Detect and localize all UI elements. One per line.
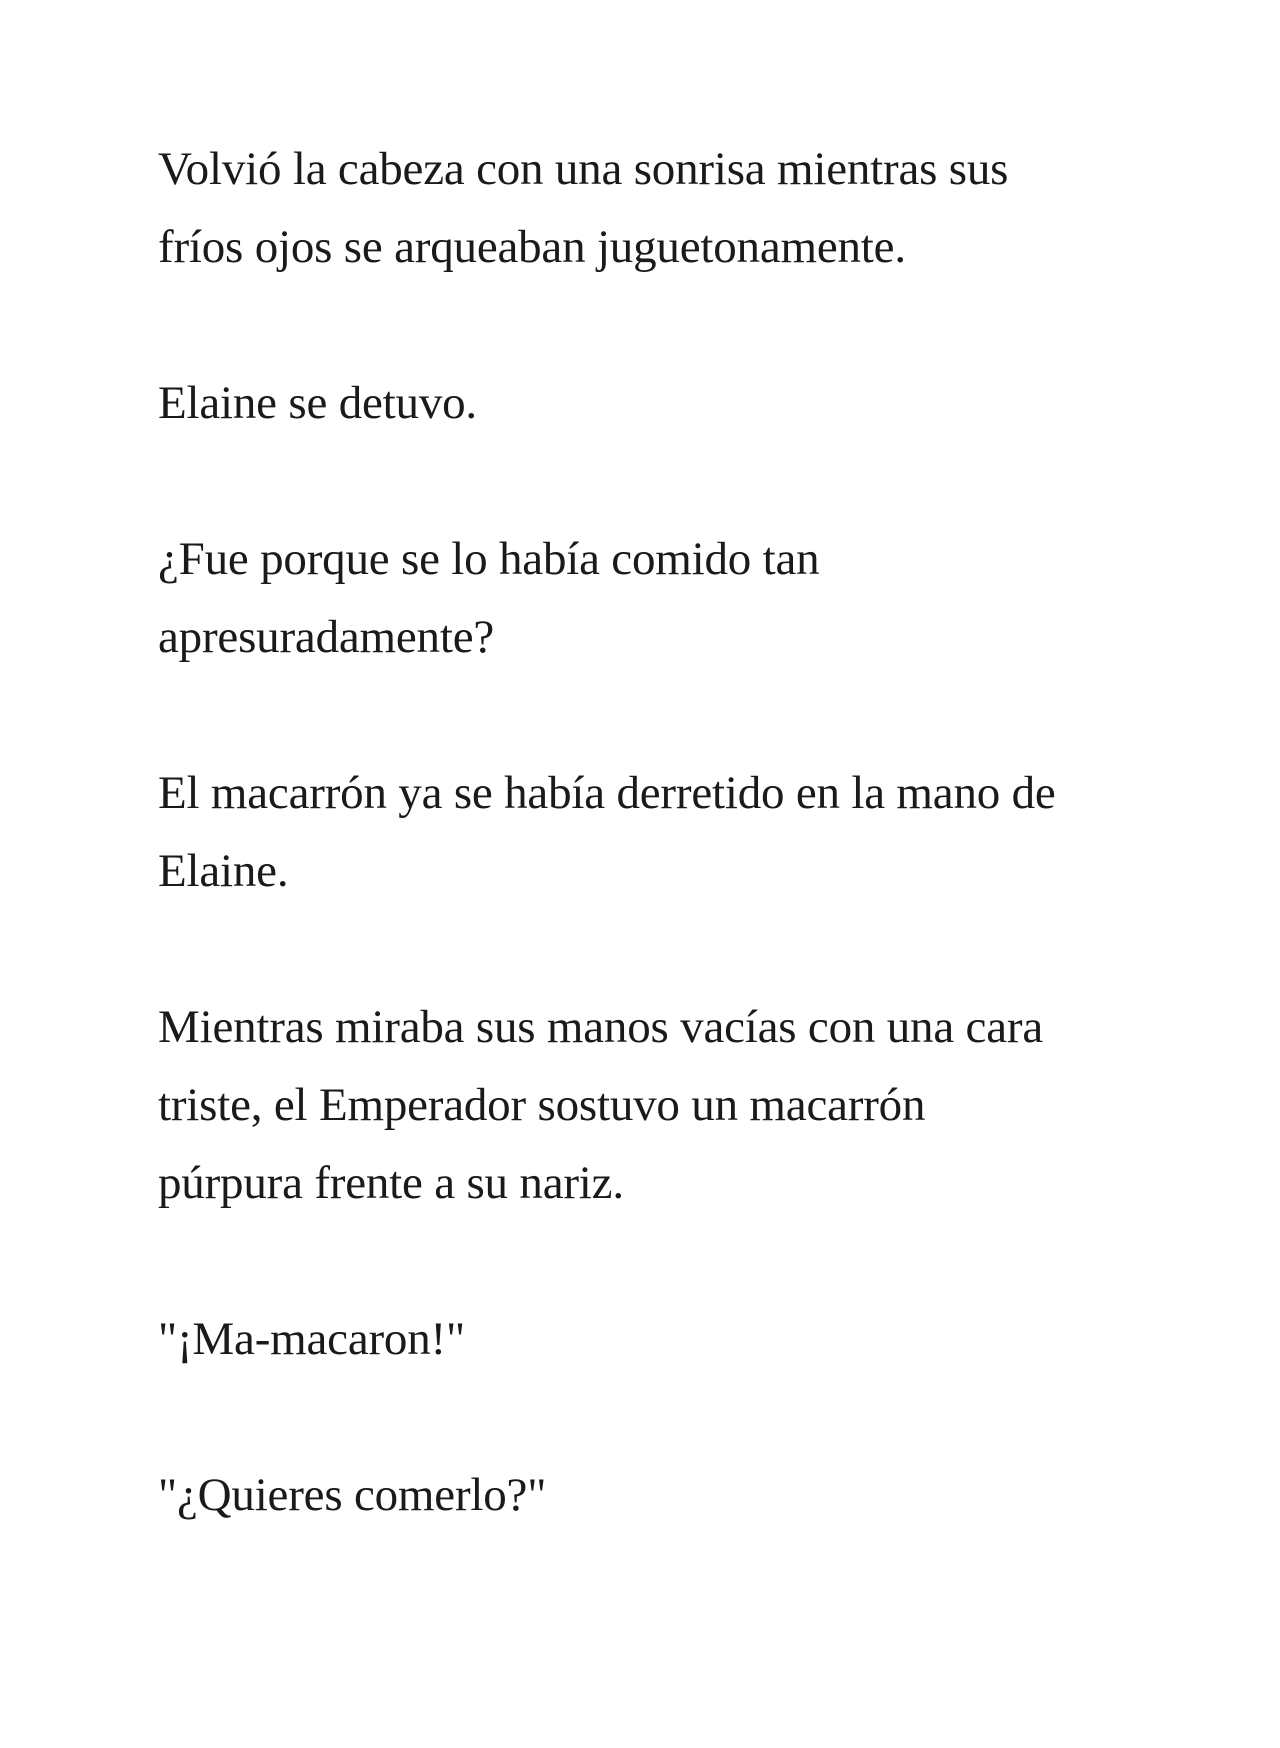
paragraph-4 (158, 754, 1168, 910)
text-line: El macarrón ya se había derretido en la mano de (158, 767, 1056, 819)
text-line: Elaine se detuvo. (158, 377, 477, 429)
text-line: púrpura frente a su nariz. (158, 1157, 624, 1209)
text-line: Volvió la cabeza con una sonrisa mientras sus (158, 143, 1009, 195)
text-line: Elaine. (158, 845, 289, 897)
text-line: triste, el Emperador sostuvo un macarrón (158, 1079, 926, 1131)
text-line: apresuradamente? (158, 611, 495, 663)
story-text (158, 130, 1168, 1612)
text-line: ¿Fue porque se lo había comido tan (158, 533, 820, 585)
paragraph-6 (158, 1300, 1168, 1378)
text-line: fríos ojos se arqueaban juguetonamente. (158, 221, 906, 273)
paragraph-7 (158, 1456, 1168, 1534)
paragraph-5 (158, 988, 1168, 1222)
paragraph-1 (158, 130, 1168, 286)
paragraph-2 (158, 364, 1168, 442)
dialogue-line: "¿Quieres comerlo?" (158, 1469, 547, 1521)
paragraph-3 (158, 520, 1168, 676)
text-line: Mientras miraba sus manos vacías con una cara (158, 1001, 1043, 1053)
dialogue-line: "¡Ma-macaron!" (158, 1313, 465, 1365)
